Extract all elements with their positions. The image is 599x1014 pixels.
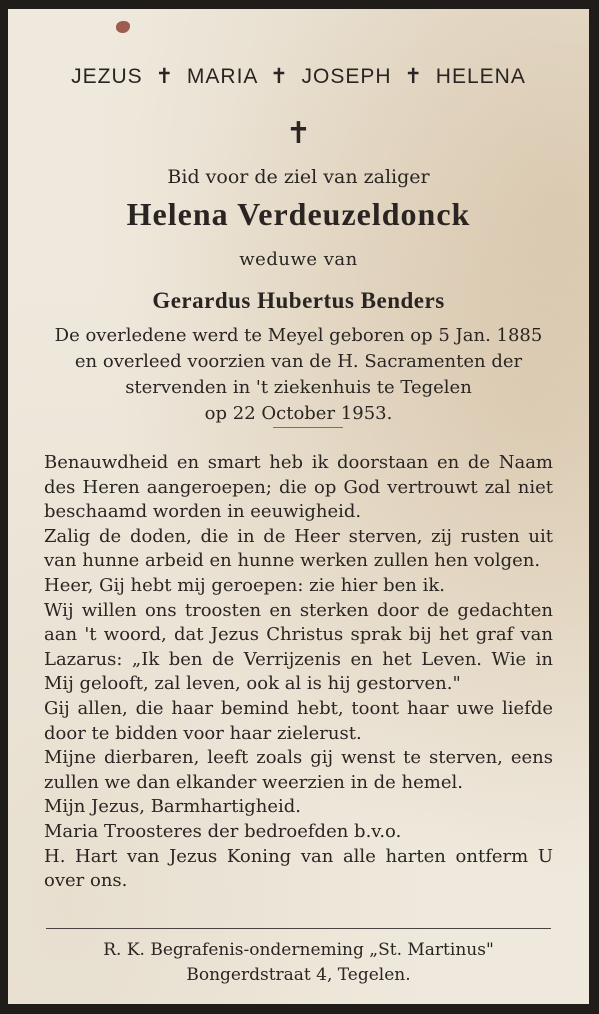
prayer-intro: Bid voor de ziel van zaliger [167, 166, 430, 188]
relation-label: weduwe van [239, 249, 358, 270]
biography-line: en overleed voorzien van de H. Sacramenten der [74, 351, 523, 372]
biography-line: op 22 October 1953. [204, 403, 393, 424]
cross-icon: ✝ [285, 116, 312, 151]
card-paper [8, 9, 589, 1004]
holy-names-header: JEZUS ✝ MARIA ✝ JOSEPH ✝ HELENA [71, 65, 526, 88]
prayer-paragraph: Wij willen ons troosten en sterken door de gedachten aan 't woord, dat Jezus Christus sprak bij het graf van Lazarus: „Ik ben de Verrijzenis en het Leven. Wie in Mij gelooft, zal leven, ook al is hij gestorven." [44, 599, 553, 695]
biography-line: stervenden in 't ziekenhuis te Tegelen [125, 377, 472, 398]
ink-stain [116, 21, 130, 33]
deceased-name: Helena Verdeuzeldonck [126, 196, 471, 232]
prayer-paragraph: Benauwdheid en smart heb ik doorstaan en de Naam des Heren aangeroepen; die op God vertrouwt zal niet beschaamd worden in eeuwigheid. [44, 452, 553, 523]
prayer-paragraph: Mijn Jezus, Barmhartigheid. [44, 796, 302, 818]
prayer-text [44, 451, 553, 894]
biography [38, 323, 559, 427]
prayer-paragraph: Zalig de doden, die in de Heer sterven, zij rusten uit van hunne arbeid en hunne werken zullen hen volgen. [44, 525, 553, 572]
funeral-home-footer [8, 938, 589, 988]
prayer-paragraph: Heer, Gij hebt mij geroepen: zie hier ben ik. [44, 574, 446, 596]
prayer-paragraph: Maria Troosteres der bedroefden b.v.o. [44, 820, 402, 842]
funeral-home-name: R. K. Begrafenis-onderneming „St. Martinus" [103, 940, 494, 960]
prayer-paragraph: Mijne dierbaren, leeft zoals gij wenst te sterven, eens zullen we dan elkander weerzien in de hemel. [44, 747, 553, 793]
prayer-paragraph: Gij allen, die haar bemind hebt, toont haar uwe liefde door te bidden voor haar zielerust. [44, 697, 553, 744]
footer-divider [46, 928, 551, 929]
prayer-paragraph: H. Hart van Jezus Koning van alle harten ontferm U over ons. [44, 845, 553, 892]
biography-line: De overledene werd te Meyel geboren op 5 Jan. 1885 [54, 325, 543, 346]
spouse-name: Gerardus Hubertus Benders [152, 288, 445, 313]
funeral-home-address: Bongerdstraat 4, Tegelen. [186, 965, 411, 985]
short-divider [273, 427, 343, 428]
